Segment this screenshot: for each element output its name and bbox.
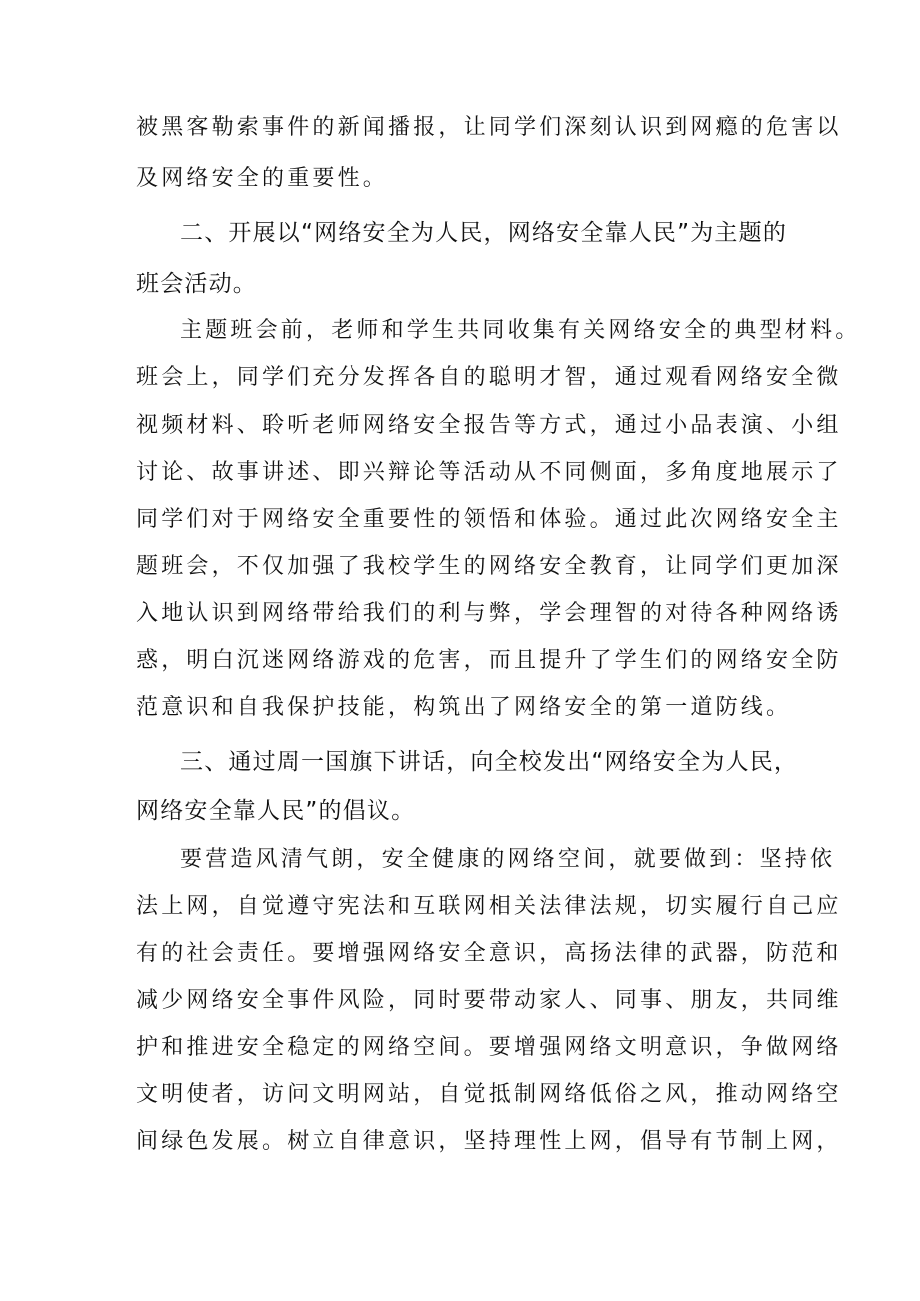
paragraph-3-line: 有的社会责任。要增强网络安全意识，高扬法律的武器，防范和	[136, 941, 842, 966]
paragraph-3-line: 护和推进安全稳定的网络空间。要增强网络文明意识，争做网络	[136, 1035, 842, 1060]
section-heading-3-cont: 网络安全靠人民”的倡议。	[136, 798, 416, 824]
paragraph-2-line: 题班会，不仅加强了我校学生的网络安全教育，让同学们更加深	[136, 554, 842, 579]
paragraph-2-line: 视频材料、聆听老师网络安全报告等方式，通过小品表演、小组	[136, 413, 842, 438]
section-heading-2: 二、开展以“网络安全为人民，网络安全靠人民”为主题的	[180, 220, 788, 246]
paragraph-3-line: 减少网络安全事件风险，同时要带动家人、同事、朋友，共同维	[136, 988, 842, 1013]
paragraph-2-line: 入地认识到网络带给我们的利与弊，学会理智的对待各种网络诱	[136, 601, 842, 626]
paragraph-3-line: 间绿色发展。树立自律意识，坚持理性上网，倡导有节制上网，	[136, 1129, 842, 1154]
section-heading-3: 三、通过周一国旗下讲话，向全校发出“网络安全为人民，	[180, 749, 799, 775]
paragraph-2-line: 惑，明白沉迷网络游戏的危害，而且提升了学生们的网络安全防	[136, 648, 842, 673]
paragraph-1-line: 及网络安全的重要性。	[136, 166, 389, 191]
paragraph-2-line: 主题班会前，老师和学生共同收集有关网络安全的典型材料。	[180, 318, 861, 343]
paragraph-2-line: 范意识和自我保护技能，构筑出了网络安全的第一道防线。	[136, 695, 792, 720]
paragraph-3-line: 文明使者，访问文明网站，自觉抵制网络低俗之风，推动网络空	[136, 1082, 842, 1107]
paragraph-3-line: 法上网，自觉遵守宪法和互联网相关法律法规，切实履行自己应	[136, 894, 842, 919]
paragraph-2-line: 讨论、故事讲述、即兴辩论等活动从不同侧面，多角度地展示了	[136, 460, 842, 485]
paragraph-1-line: 被黑客勒索事件的新闻播报，让同学们深刻认识到网瘾的危害以	[136, 115, 842, 140]
section-heading-2-cont: 班会活动。	[136, 271, 257, 297]
paragraph-2-line: 班会上，同学们充分发挥各自的聪明才智，通过观看网络安全微	[136, 365, 842, 390]
paragraph-2-line: 同学们对于网络安全重要性的领悟和体验。通过此次网络安全主	[136, 507, 842, 532]
paragraph-3-line: 要营造风清气朗，安全健康的网络空间，就要做到：坚持依	[180, 847, 836, 872]
